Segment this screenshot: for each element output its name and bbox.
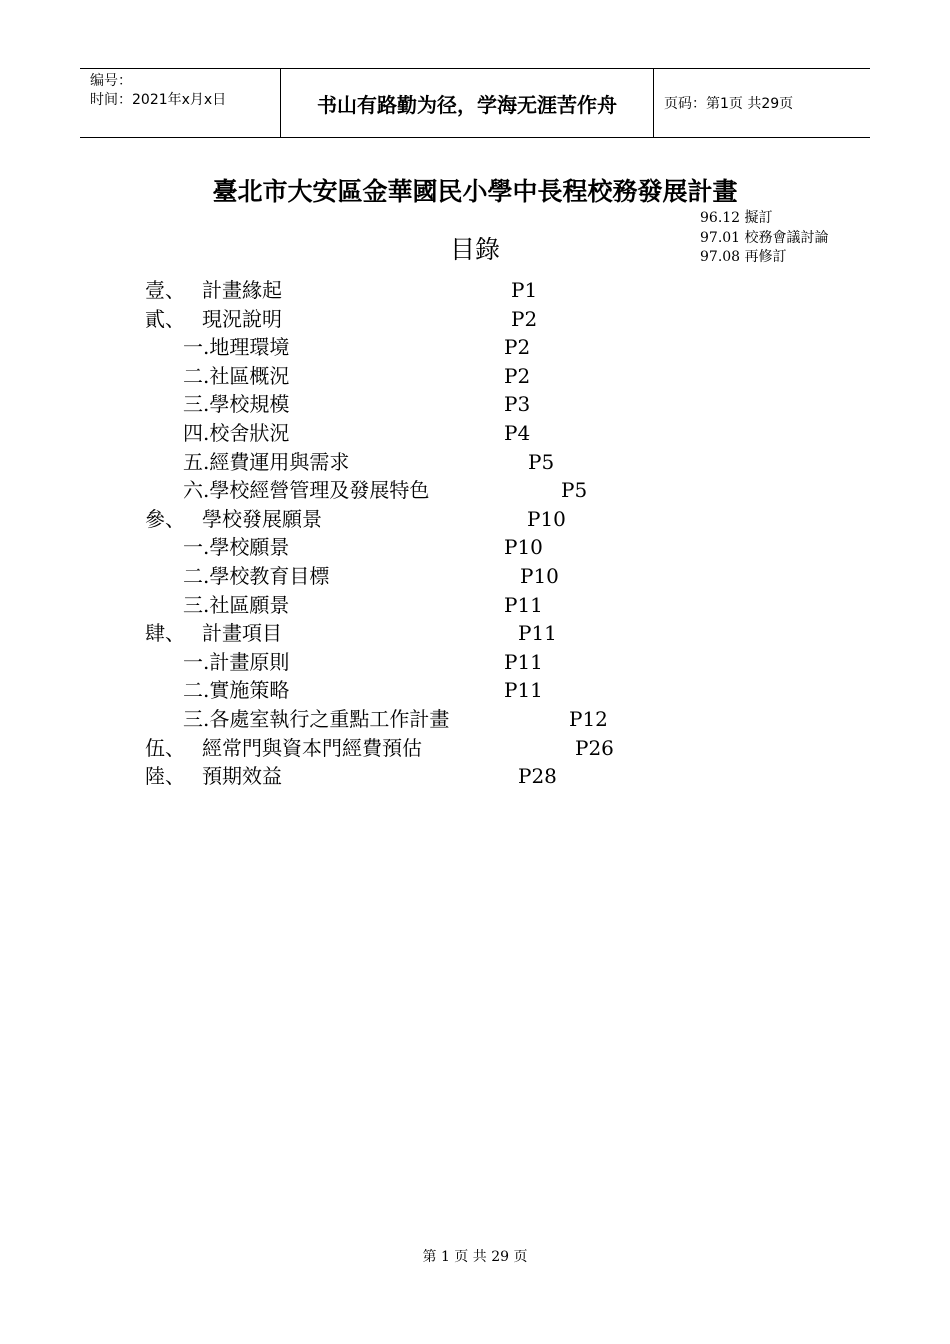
- document-title: 臺北市大安區金華國民小學中長程校務發展計畫: [212, 177, 738, 206]
- toc-entry-page: P4: [504, 420, 531, 445]
- toc-entry-page: P5: [561, 478, 588, 503]
- header-meta: [80, 69, 281, 137]
- toc-entry-page: P12: [569, 706, 608, 731]
- toc-entry-label: 一.學校願景: [183, 535, 290, 560]
- toc-entry-page: P3: [504, 392, 531, 417]
- serial-label: 编号：: [90, 73, 132, 89]
- toc-entry-label: 計畫緣起: [202, 278, 282, 302]
- toc-entry[interactable]: [0, 676, 950, 705]
- toc-entry-page: P2: [504, 335, 531, 360]
- toc-entry[interactable]: [0, 390, 950, 419]
- toc-entry-page: P28: [518, 764, 557, 789]
- toc-entry[interactable]: [0, 533, 950, 562]
- toc-entry[interactable]: [0, 705, 950, 734]
- toc-entry-page: P1: [511, 278, 538, 302]
- toc-entry[interactable]: [0, 505, 950, 534]
- toc-entry-page: P2: [504, 363, 531, 388]
- toc-entry-label: 二.社區概況: [183, 363, 290, 388]
- toc-entry-number: 伍、: [145, 735, 185, 760]
- toc-entry-page: P5: [528, 449, 555, 474]
- toc-entry[interactable]: [0, 419, 950, 448]
- toc-entry-label: 二.實施策略: [183, 678, 290, 703]
- toc-entry[interactable]: [0, 305, 950, 334]
- toc-entry[interactable]: [0, 276, 950, 305]
- toc-entry-label: 三.社區願景: [183, 592, 290, 617]
- toc-entry[interactable]: [0, 333, 950, 362]
- page-header: [80, 68, 870, 138]
- toc-entry-page: P26: [575, 735, 614, 760]
- toc-entry[interactable]: [0, 648, 950, 677]
- toc-entry-label: 三.各處室執行之重點工作計畫: [183, 706, 450, 731]
- toc-entry-label: 三.學校規模: [183, 392, 290, 417]
- toc-entry[interactable]: [0, 562, 950, 591]
- toc-entry-page: P10: [504, 535, 543, 560]
- toc-entry-label: 學校發展願景: [202, 506, 322, 531]
- toc-entry-label: 預期效益: [202, 764, 282, 789]
- toc-entry[interactable]: [0, 619, 950, 648]
- toc-entry-label: 六.學校經營管理及發展特色: [183, 478, 430, 503]
- toc-entry-label: 五.經費運用與需求: [183, 449, 350, 474]
- toc-entry-label: 現況說明: [202, 306, 282, 331]
- toc-entry-page: P10: [527, 506, 566, 531]
- toc-entry-page: P11: [504, 678, 543, 703]
- toc-entry-number: 陸、: [145, 764, 185, 789]
- toc-entry[interactable]: [0, 448, 950, 477]
- toc-entry-page: P11: [504, 649, 543, 674]
- toc-entry[interactable]: [0, 476, 950, 505]
- table-of-contents: [0, 276, 950, 791]
- toc-entry-number: 肆、: [145, 621, 185, 646]
- header-page-label: 页码：第1页 共29页: [664, 96, 794, 112]
- revision-note: 96.12 擬訂: [700, 210, 773, 226]
- toc-entry-label: 四.校舍狀況: [183, 420, 290, 445]
- toc-entry[interactable]: [0, 362, 950, 391]
- toc-entry-label: 二.學校教育目標: [183, 563, 330, 588]
- toc-heading: 目錄: [449, 235, 500, 264]
- date-label: 时间：2021年x月x日: [90, 92, 227, 108]
- toc-entry-label: 經常門與資本門經費預估: [202, 735, 422, 760]
- revision-note: 97.01 校務會議討論: [700, 229, 829, 246]
- header-motto: 书山有路勤为径，学海无涯苦作舟: [281, 69, 654, 137]
- revision-note: 97.08 再修訂: [700, 249, 787, 265]
- toc-entry-page: P10: [520, 563, 559, 588]
- page-footer: 第 1 页 共 29 页: [422, 1249, 528, 1265]
- toc-entry-number: 壹、: [145, 278, 185, 302]
- toc-entry-page: P11: [518, 621, 557, 646]
- toc-entry-label: 一.計畫原則: [183, 649, 290, 674]
- toc-entry[interactable]: [0, 591, 950, 620]
- toc-entry[interactable]: [0, 734, 950, 763]
- toc-entry-number: 參、: [145, 506, 185, 531]
- toc-entry-label: 一.地理環境: [183, 335, 290, 360]
- toc-entry-page: P2: [511, 306, 538, 331]
- toc-entry[interactable]: [0, 762, 950, 791]
- toc-entry-page: P11: [504, 592, 543, 617]
- toc-entry-label: 計畫項目: [202, 621, 282, 646]
- toc-entry-number: 貳、: [145, 306, 185, 331]
